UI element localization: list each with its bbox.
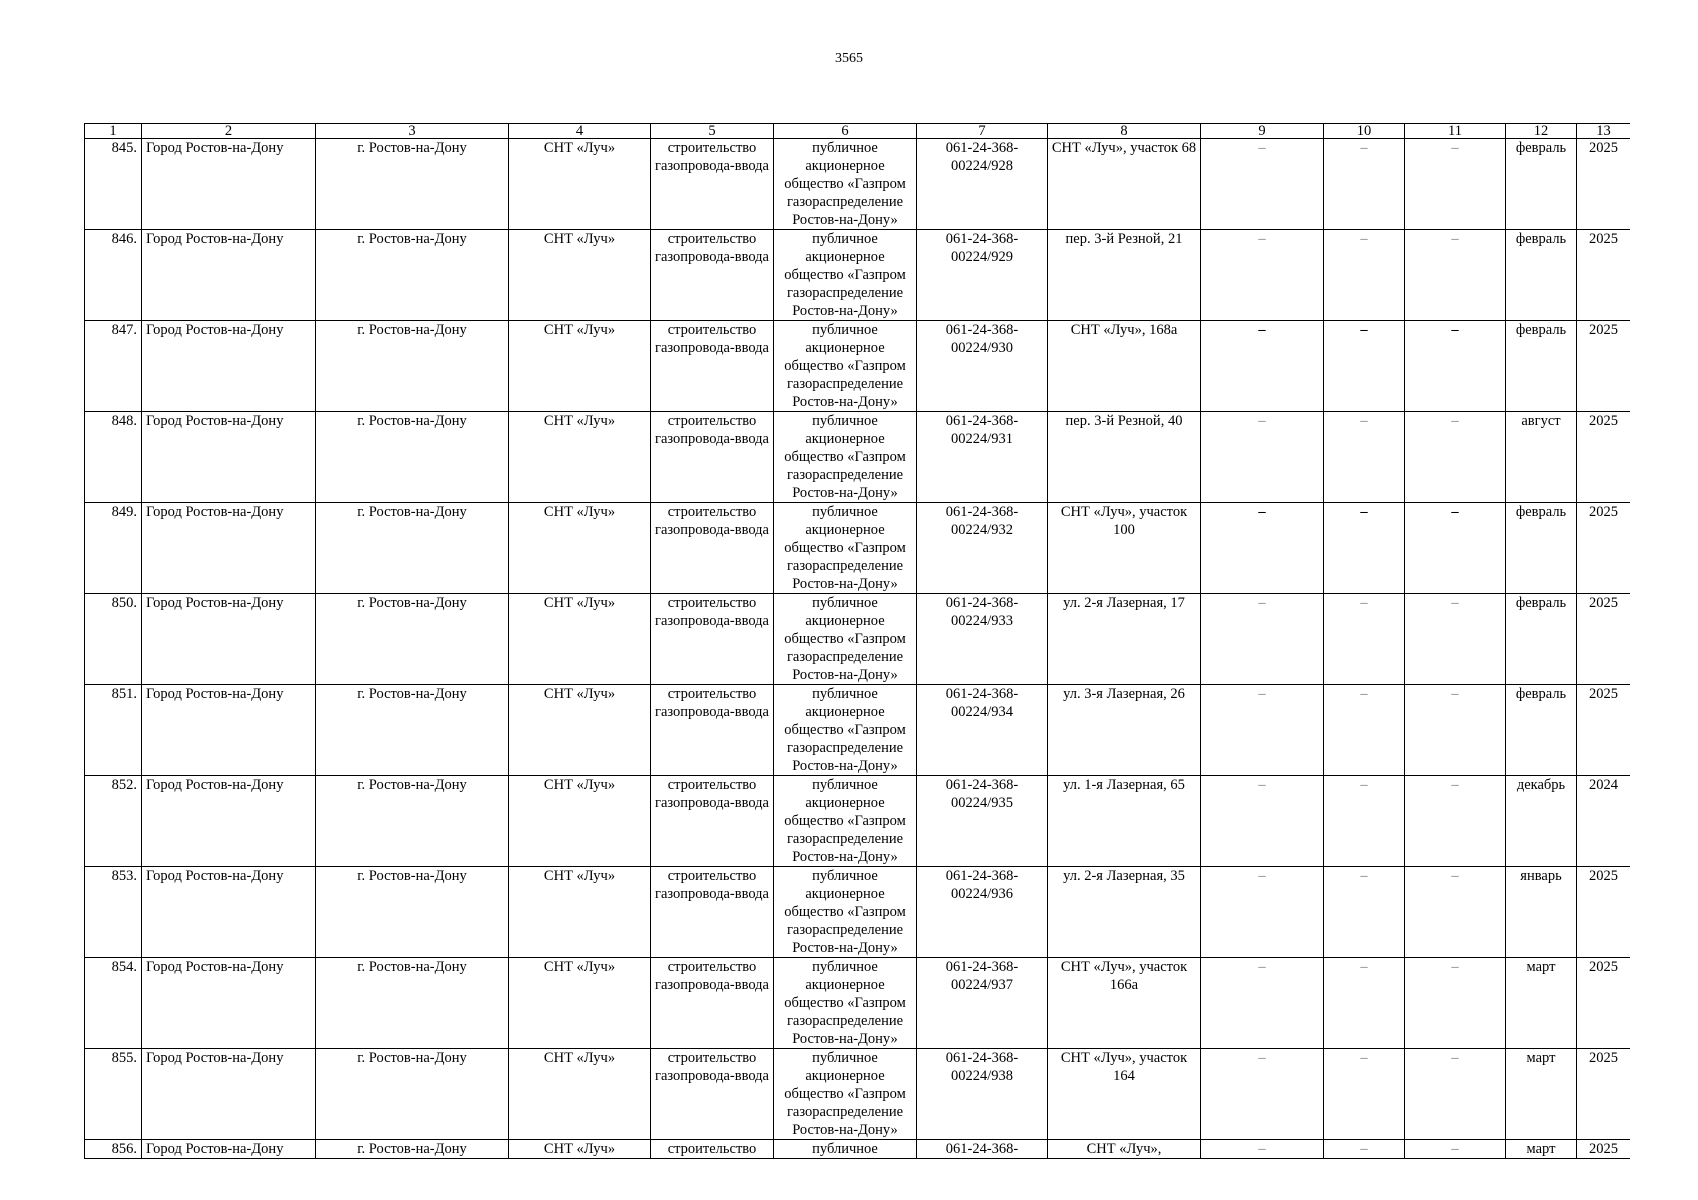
organization-cell: публичное акционерное общество «Газпром газораспределение Ростов-на-Дону» [774,230,917,321]
table-row [85,321,1631,412]
table-row [85,1140,1631,1159]
code-cell: 061-24-368-00224/935 [917,776,1048,867]
column-11-cell: – [1405,1140,1506,1159]
address-cell: СНТ «Луч», участок 100 [1048,503,1201,594]
year-cell: 2025 [1577,958,1631,1049]
month-cell: март [1506,1140,1577,1159]
table-row [85,139,1631,230]
month-cell: декабрь [1506,776,1577,867]
work-type-cell: строительство газопровода-ввода [651,685,774,776]
address-cell: ул. 3-я Лазерная, 26 [1048,685,1201,776]
column-9-cell: – [1201,139,1324,230]
year-cell: 2025 [1577,230,1631,321]
column-9-cell: – [1201,230,1324,321]
organization-cell: публичное акционерное общество «Газпром газораспределение Ростов-на-Дону» [774,139,917,230]
column-header: 9 [1201,124,1324,139]
column-10-cell: – [1324,867,1405,958]
object-cell: СНТ «Луч» [509,685,651,776]
organization-cell: публичное акционерное общество «Газпром газораспределение Ростов-на-Дону» [774,503,917,594]
district-cell: Город Ростов-на-Дону [142,867,316,958]
column-10-cell: – [1324,958,1405,1049]
column-9-cell: – [1201,1049,1324,1140]
code-cell: 061-24-368-00224/931 [917,412,1048,503]
locality-cell: г. Ростов-на-Дону [316,776,509,867]
locality-cell: г. Ростов-на-Дону [316,503,509,594]
work-type-cell: строительство газопровода-ввода [651,230,774,321]
organization-cell: публичное акционерное общество «Газпром газораспределение Ростов-на-Дону» [774,958,917,1049]
month-cell: август [1506,412,1577,503]
district-cell: Город Ростов-на-Дону [142,1049,316,1140]
column-header: 12 [1506,124,1577,139]
column-11-cell: – [1405,412,1506,503]
column-11-cell: – [1405,776,1506,867]
column-10-cell: – [1324,1049,1405,1140]
column-9-cell: – [1201,685,1324,776]
locality-cell: г. Ростов-на-Дону [316,867,509,958]
row-number-cell: 847. [85,321,142,412]
code-cell: 061-24-368-00224/933 [917,594,1048,685]
column-header: 7 [917,124,1048,139]
locality-cell: г. Ростов-на-Дону [316,958,509,1049]
address-cell: пер. 3-й Резной, 21 [1048,230,1201,321]
object-cell: СНТ «Луч» [509,503,651,594]
page-number: 3565 [835,51,863,66]
address-cell: СНТ «Луч», 168а [1048,321,1201,412]
code-cell: 061-24-368-00224/930 [917,321,1048,412]
column-header: 2 [142,124,316,139]
row-number-cell: 853. [85,867,142,958]
year-cell: 2025 [1577,685,1631,776]
locality-cell: г. Ростов-на-Дону [316,1140,509,1159]
column-10-cell: – [1324,776,1405,867]
district-cell: Город Ростов-на-Дону [142,776,316,867]
table-row [85,867,1631,958]
column-10-cell: – [1324,1140,1405,1159]
organization-cell: публичное акционерное общество «Газпром газораспределение Ростов-на-Дону» [774,867,917,958]
column-9-cell: – [1201,594,1324,685]
column-11-cell: – [1405,867,1506,958]
table-row [85,503,1631,594]
year-cell: 2025 [1577,867,1631,958]
row-number-cell: 856. [85,1140,142,1159]
object-cell: СНТ «Луч» [509,1140,651,1159]
code-cell: 061-24-368-00224/938 [917,1049,1048,1140]
month-cell: февраль [1506,594,1577,685]
code-cell: 061-24-368-00224/936 [917,867,1048,958]
table-row [85,1049,1631,1140]
address-cell: ул. 2-я Лазерная, 17 [1048,594,1201,685]
row-number-cell: 849. [85,503,142,594]
organization-cell: публичное акционерное общество «Газпром газораспределение Ростов-на-Дону» [774,776,917,867]
column-11-cell: – [1405,139,1506,230]
year-cell: 2025 [1577,1049,1631,1140]
column-11-cell: – [1405,321,1506,412]
organization-cell: публичное акционерное общество «Газпром газораспределение Ростов-на-Дону» [774,412,917,503]
column-number-row [85,124,1631,139]
column-10-cell: – [1324,412,1405,503]
code-cell: 061-24-368-00224/928 [917,139,1048,230]
column-header: 6 [774,124,917,139]
district-cell: Город Ростов-на-Дону [142,503,316,594]
column-header: 13 [1577,124,1631,139]
district-cell: Город Ростов-на-Дону [142,1140,316,1159]
column-9-cell: – [1201,412,1324,503]
data-table [84,123,1630,1159]
year-cell: 2025 [1577,503,1631,594]
row-number-cell: 854. [85,958,142,1049]
column-11-cell: – [1405,1049,1506,1140]
address-cell: СНТ «Луч», участок 166а [1048,958,1201,1049]
table-container [84,123,1630,1164]
district-cell: Город Ростов-на-Дону [142,139,316,230]
month-cell: январь [1506,867,1577,958]
row-number-cell: 848. [85,412,142,503]
address-cell: ул. 2-я Лазерная, 35 [1048,867,1201,958]
locality-cell: г. Ростов-на-Дону [316,685,509,776]
locality-cell: г. Ростов-на-Дону [316,1049,509,1140]
work-type-cell: строительство газопровода-ввода [651,867,774,958]
work-type-cell: строительство газопровода-ввода [651,139,774,230]
work-type-cell: строительство газопровода-ввода [651,503,774,594]
row-number-cell: 851. [85,685,142,776]
column-10-cell: – [1324,503,1405,594]
code-cell: 061-24-368-00224/932 [917,503,1048,594]
column-header: 11 [1405,124,1506,139]
row-number-cell: 845. [85,139,142,230]
table-row [85,776,1631,867]
address-cell: ул. 1-я Лазерная, 65 [1048,776,1201,867]
work-type-cell: строительство [651,1140,774,1159]
code-cell: 061-24-368-00224/937 [917,958,1048,1049]
address-cell: пер. 3-й Резной, 40 [1048,412,1201,503]
year-cell: 2025 [1577,1140,1631,1159]
object-cell: СНТ «Луч» [509,1049,651,1140]
row-number-cell: 846. [85,230,142,321]
locality-cell: г. Ростов-на-Дону [316,321,509,412]
organization-cell: публичное акционерное общество «Газпром газораспределение Ростов-на-Дону» [774,1049,917,1140]
column-header: 8 [1048,124,1201,139]
table-body [85,139,1631,1159]
object-cell: СНТ «Луч» [509,958,651,1049]
column-9-cell: – [1201,958,1324,1049]
column-11-cell: – [1405,958,1506,1049]
column-9-cell: – [1201,776,1324,867]
object-cell: СНТ «Луч» [509,230,651,321]
column-11-cell: – [1405,685,1506,776]
month-cell: февраль [1506,230,1577,321]
work-type-cell: строительство газопровода-ввода [651,594,774,685]
locality-cell: г. Ростов-на-Дону [316,594,509,685]
month-cell: март [1506,1049,1577,1140]
year-cell: 2024 [1577,776,1631,867]
code-cell: 061-24-368-00224/929 [917,230,1048,321]
object-cell: СНТ «Луч» [509,776,651,867]
column-9-cell: – [1201,867,1324,958]
column-10-cell: – [1324,594,1405,685]
column-header: 1 [85,124,142,139]
code-cell: 061-24-368-00224/934 [917,685,1048,776]
column-10-cell: – [1324,685,1405,776]
column-9-cell: – [1201,321,1324,412]
locality-cell: г. Ростов-на-Дону [316,230,509,321]
column-11-cell: – [1405,594,1506,685]
month-cell: февраль [1506,139,1577,230]
column-9-cell: – [1201,1140,1324,1159]
column-header: 5 [651,124,774,139]
address-cell: СНТ «Луч», [1048,1140,1201,1159]
month-cell: февраль [1506,503,1577,594]
year-cell: 2025 [1577,412,1631,503]
district-cell: Город Ростов-на-Дону [142,685,316,776]
organization-cell: публичное акционерное общество «Газпром газораспределение Ростов-на-Дону» [774,594,917,685]
object-cell: СНТ «Луч» [509,321,651,412]
year-cell: 2025 [1577,594,1631,685]
table-row [85,958,1631,1049]
district-cell: Город Ростов-на-Дону [142,412,316,503]
year-cell: 2025 [1577,321,1631,412]
column-10-cell: – [1324,230,1405,321]
column-header: 3 [316,124,509,139]
column-11-cell: – [1405,230,1506,321]
row-number-cell: 852. [85,776,142,867]
address-cell: СНТ «Луч», участок 164 [1048,1049,1201,1140]
table-row [85,685,1631,776]
code-cell: 061-24-368- [917,1140,1048,1159]
address-cell: СНТ «Луч», участок 68 [1048,139,1201,230]
month-cell: февраль [1506,321,1577,412]
work-type-cell: строительство газопровода-ввода [651,321,774,412]
table-row [85,412,1631,503]
table-row [85,594,1631,685]
district-cell: Город Ростов-на-Дону [142,958,316,1049]
row-number-cell: 850. [85,594,142,685]
work-type-cell: строительство газопровода-ввода [651,776,774,867]
organization-cell: публичное акционерное общество «Газпром газораспределение Ростов-на-Дону» [774,685,917,776]
organization-cell: публичное [774,1140,917,1159]
month-cell: февраль [1506,685,1577,776]
object-cell: СНТ «Луч» [509,412,651,503]
column-header: 4 [509,124,651,139]
month-cell: март [1506,958,1577,1049]
column-10-cell: – [1324,139,1405,230]
organization-cell: публичное акционерное общество «Газпром газораспределение Ростов-на-Дону» [774,321,917,412]
object-cell: СНТ «Луч» [509,139,651,230]
object-cell: СНТ «Луч» [509,594,651,685]
object-cell: СНТ «Луч» [509,867,651,958]
column-9-cell: – [1201,503,1324,594]
column-11-cell: – [1405,503,1506,594]
column-10-cell: – [1324,321,1405,412]
work-type-cell: строительство газопровода-ввода [651,958,774,1049]
work-type-cell: строительство газопровода-ввода [651,412,774,503]
district-cell: Город Ростов-на-Дону [142,594,316,685]
column-header: 10 [1324,124,1405,139]
work-type-cell: строительство газопровода-ввода [651,1049,774,1140]
district-cell: Город Ростов-на-Дону [142,321,316,412]
locality-cell: г. Ростов-на-Дону [316,139,509,230]
row-number-cell: 855. [85,1049,142,1140]
district-cell: Город Ростов-на-Дону [142,230,316,321]
year-cell: 2025 [1577,139,1631,230]
locality-cell: г. Ростов-на-Дону [316,412,509,503]
table-row [85,230,1631,321]
